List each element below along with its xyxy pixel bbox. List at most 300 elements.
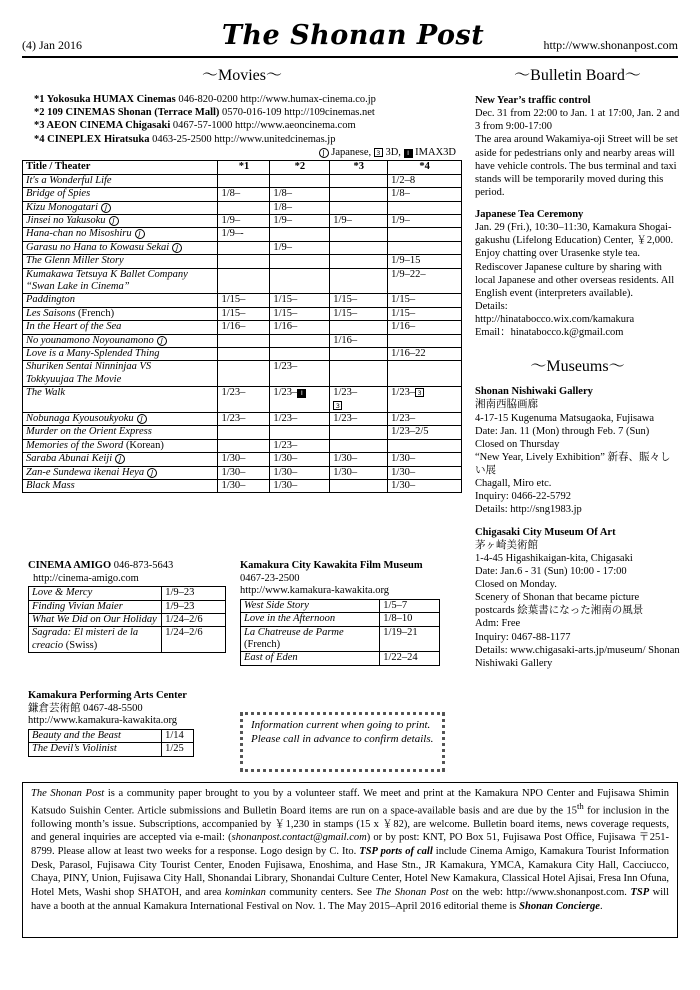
showing-date (388, 307, 462, 320)
kpac-box (28, 690, 228, 757)
website-link[interactable]: http://www.shonanpost.com (543, 38, 678, 52)
table-row (23, 241, 462, 254)
movie-title (23, 255, 218, 268)
showing-date (218, 268, 270, 294)
showing-date (218, 334, 270, 347)
showing-date (270, 439, 330, 452)
kpac-jp-name: 鎌倉芸術館 (28, 702, 81, 714)
kpac-name: Kamakura Performing Arts Center (28, 690, 187, 701)
showing-date (270, 241, 330, 254)
table-row (23, 413, 462, 426)
movie-title-text: The Walk (26, 387, 65, 399)
showing-date-text: 1/8– (391, 188, 410, 200)
movie-title (23, 347, 218, 360)
table-row (241, 652, 440, 665)
museum-body: 湘南西脇画廊 4-17-15 Kugenuma Matsugaoka, Fujisawa Date: Jan. 11 (Mon) through Feb. 7 (Sun) Closed on Thursday “New Year, Lively Exhibition” 新春、賑々しい展 Chagall, Miro etc. Inquiry: 0466-22-5792 Details: http://sng1983.jp (475, 399, 671, 516)
table-row (23, 347, 462, 360)
showing-date (270, 174, 330, 187)
table-row (241, 599, 440, 612)
right-column (475, 66, 680, 679)
showing-date (270, 255, 330, 268)
showing-date (218, 321, 270, 334)
showing-date (388, 439, 462, 452)
kawakita-table (240, 599, 440, 666)
cinema-info: 046-820-0200 http://www.humax-cinema.co.jp (175, 94, 376, 106)
cinema-code: *1 (34, 94, 45, 106)
showing-date-text: 1/30– (273, 453, 298, 465)
footer-paper-name: The Shonan Post (375, 886, 449, 898)
showing-date-text: 1/2–8 (391, 174, 416, 186)
showing-date (270, 453, 330, 466)
table-row (23, 387, 462, 413)
film-title (29, 743, 162, 756)
showing-date (330, 426, 388, 439)
cinema-code: *3 (34, 120, 45, 132)
showing-date (330, 214, 388, 227)
showing-date (218, 307, 270, 320)
film-title-text: West Side Story (244, 599, 309, 611)
showing-date (330, 361, 388, 387)
showing-date (270, 466, 330, 479)
movie-language: (French) (75, 307, 115, 319)
table-row (23, 361, 462, 387)
showing-date (270, 480, 330, 493)
footer-text: . (599, 900, 603, 912)
showing-date (388, 268, 462, 294)
showing-date (388, 426, 462, 439)
film-title (241, 626, 380, 652)
footer-text: ) or by post: KNT, PO Box 51, Fujisawa Post Office, Fujisawa 〒251-8799. Please allow at least two weeks for a response. Logo design by C. Ito. (31, 832, 669, 858)
movie-title (23, 361, 218, 387)
movie-title-text: Paddington (26, 294, 75, 306)
showing-date-text: 1/30– (221, 466, 246, 478)
showing-date (270, 294, 330, 307)
kpac-table (28, 729, 194, 757)
kpac-url[interactable]: http://www.kamakura-kawakita.org (28, 715, 177, 727)
table-row (23, 268, 462, 294)
film-title-text: The Devil’s Violinist (32, 743, 117, 755)
table-header-row (23, 161, 462, 174)
showing-date (270, 307, 330, 320)
film-title (241, 599, 380, 612)
showing-date (218, 174, 270, 187)
film-date: 1/14 (162, 729, 194, 742)
showing-date-text: 1/30– (221, 480, 246, 492)
movies-section (22, 66, 462, 493)
footer-text: is a community paper brought to you by a volunteer staff. We meet and print at the Kamakura NPO Center and Fujisawa Shimin Katsudo Suishin Center. Article submissions and Bulletin Board items are run on a space-available basis and are due by the 15 (31, 788, 670, 817)
movie-title (23, 321, 218, 334)
showing-date-text: 1/9–22– (391, 268, 426, 280)
movie-title-text: Saraba Abunai Keiji (26, 453, 113, 465)
showing-date (330, 201, 388, 214)
japanese-icon: J (109, 216, 119, 226)
movie-title (23, 228, 218, 241)
movie-title-text: No younamono Noyounamono (26, 334, 154, 346)
showing-date (388, 466, 462, 479)
showing-date (270, 413, 330, 426)
showing-date (388, 387, 462, 413)
footer-kominkan: kominkan (225, 886, 266, 898)
cinema-name: 109 CINEMAS Shonan (Terrace Mall) (47, 107, 220, 119)
showing-date-text: 1/23– (333, 413, 358, 424)
column-header: *1 (218, 161, 270, 174)
table-row (241, 626, 440, 652)
movie-title (23, 480, 218, 493)
showing-date (330, 268, 388, 294)
showing-date-text: 1/23– (273, 387, 298, 399)
table-row (23, 439, 462, 452)
showing-date (218, 228, 270, 241)
showing-date (330, 413, 388, 426)
movie-title-text: Love is a Many-Splended Thing (26, 347, 160, 359)
movie-title (23, 188, 218, 201)
showing-date-text: 1/9– (273, 241, 293, 253)
table-row (29, 587, 226, 600)
showing-date-text: 1/15– (391, 307, 416, 319)
showing-date (330, 439, 388, 452)
showing-date-text: 1/15– (273, 307, 298, 319)
showing-date (218, 413, 270, 426)
showing-date-text: 1/8– (273, 188, 293, 200)
footer-email[interactable]: shonanpost.contact@gmail.com (231, 832, 367, 844)
showing-date-text: 1/8– (273, 201, 293, 213)
movie-title-text: Shuriken Sentai Ninninjaa VS Tokkyuujaa The Movie (26, 361, 152, 385)
showing-date (218, 361, 270, 387)
showing-date (330, 294, 388, 307)
film-title (241, 613, 380, 626)
3d-icon: 3 (415, 388, 424, 397)
showing-date-text: 1/30– (273, 466, 298, 478)
cinema-name: AEON CINEMA Chigasaki (46, 120, 171, 132)
footer-tsp: TSP (630, 886, 650, 898)
film-title (29, 587, 162, 600)
column-header: Title / Theater (23, 161, 218, 174)
showing-date-text: 1/30– (273, 480, 298, 492)
table-row (23, 214, 462, 227)
footer-text: include Cinema Amigo, Kamakura Tourist Information Desk, Parasol, Fujisawa City Tourist Center, Enoden Fujisawa, Enoshima, and Hase Stn., JR Kamakura, YMCA, Kamakura City Hall, Cacciucco, Chaya, PINY, Union, Fujisawa City Hall, Shonandai Library, Shonandai Culture Center, Hotel New Kamakura, Classical Hotel Ajisai, Fresa Inn Ofuna, Hotel Mets, Washi shop SHATOH, and area (31, 846, 669, 898)
table-row (23, 453, 462, 466)
film-date: 1/22–24 (380, 652, 440, 665)
showing-date-text: 1/15– (333, 307, 358, 319)
cinema-info: 0463-25-2500 http://www.unitedcinemas.jp (149, 133, 336, 145)
showing-date-text: 1/15– (221, 307, 246, 319)
japanese-icon: J (172, 243, 182, 253)
japanese-icon: J (319, 148, 329, 158)
showing-date-text: 1/30– (391, 466, 416, 478)
movie-language: (Korean) (123, 439, 164, 451)
table-row (23, 255, 462, 268)
movie-title-text: Murder on the Orient Express (26, 426, 152, 438)
footer-ports-of-call: TSP ports of call (359, 846, 433, 858)
footer-paper-name: The Shonan Post (31, 788, 105, 799)
bulletin-heading: New Year’s traffic control (475, 95, 591, 106)
table-row (241, 613, 440, 626)
film-language: (Swiss) (63, 639, 98, 651)
movie-title-text: Bridge of Spies (26, 188, 91, 200)
movie-title (23, 294, 218, 307)
showing-date (330, 255, 388, 268)
showing-date (270, 188, 330, 201)
showing-date (388, 174, 462, 187)
table-row (29, 614, 226, 627)
kpac-phone: 0467-48-5500 (83, 702, 143, 714)
showing-date-text: 1/16– (391, 321, 416, 333)
showing-date (218, 214, 270, 227)
movie-title (23, 241, 218, 254)
cinema-entry (34, 119, 462, 132)
showing-date (270, 361, 330, 387)
showing-date (388, 228, 462, 241)
bulletin-body: Jan. 29 (Fri.), 10:30–11:30, Kamakura Shogai-gakushu (Lifelong Education) Center, ￥2,000. Enjoy chatting over Urasenke style tea. Rediscover Japanese culture by sharing with local Japanese and other overseas residents. All English event (interpreters available). Details: http://hinatabocco.wix.com/kamakura Email：hinatabocco.k@gmail.com (475, 222, 675, 339)
showing-date (330, 321, 388, 334)
showing-date-text: 1/16– (273, 321, 298, 333)
movie-title (23, 426, 218, 439)
cinema-entry (34, 106, 462, 119)
showing-date-text: 1/23– (391, 387, 416, 399)
showing-date (330, 188, 388, 201)
footer-theme: Shonan Concierge (519, 900, 600, 912)
table-row (23, 294, 462, 307)
showing-date-text: 1/15– (333, 294, 358, 306)
movie-title (23, 453, 218, 466)
footer-text: on the web: http://www.shonanpost.com. (448, 886, 631, 898)
format-legend (22, 147, 456, 160)
film-title-text: Love & Mercy (32, 587, 93, 599)
showing-date (388, 188, 462, 201)
cinema-amigo-url[interactable]: http://cinema-amigo.com (33, 572, 139, 584)
kawakita-name: Kamakura City Kawakita Film Museum (240, 560, 423, 571)
movie-title-text: Memories of the Sword (26, 439, 124, 451)
film-date: 1/25 (162, 743, 194, 756)
showing-date (218, 426, 270, 439)
showing-date (218, 480, 270, 493)
info-notice: Information current when going to print. Please call in advance to confirm details. (240, 712, 445, 772)
table-row (23, 201, 462, 214)
kawakita-box (240, 560, 462, 666)
film-title (29, 729, 162, 742)
movie-title (23, 201, 218, 214)
footer-text: for inclusion in the following month’s issue. Subscriptions, accompanied by ￥1,230 in stamps (15 x ￥82), are welcome. Bulletin board items, news coverage requests, and general inquiries are accepted via e-mail: ( (31, 805, 669, 844)
film-date: 1/24–2/6 (162, 614, 226, 627)
showing-date-text: 1/23– (273, 413, 298, 424)
showing-date (388, 294, 462, 307)
cinema-name: CINEPLEX Hiratsuka (47, 133, 150, 145)
showing-date-text: 1/15– (221, 294, 246, 306)
film-date: 1/8–10 (380, 613, 440, 626)
table-row (23, 334, 462, 347)
cinema-amigo-table (28, 586, 226, 653)
masthead-rule (22, 56, 678, 58)
about-footer (22, 782, 678, 938)
table-row (29, 743, 194, 756)
showing-date (330, 174, 388, 187)
film-title-text: East of Eden (244, 652, 298, 664)
movie-title (23, 334, 218, 347)
film-title-text: La Chatreuse de Parme (244, 626, 344, 638)
film-date: 1/9–23 (162, 600, 226, 613)
masthead (22, 14, 678, 54)
cinema-amigo-box (28, 560, 228, 653)
film-date: 1/24–2/6 (162, 627, 226, 653)
showing-date-text: 1/9– (333, 214, 352, 226)
movie-title-text: Nobunaga Kyousoukyoku (26, 413, 134, 424)
bulletin-item (475, 208, 680, 339)
movie-title-text: Kizu Monogatari (26, 201, 99, 213)
table-row (23, 466, 462, 479)
cinema-list (34, 93, 462, 146)
showing-date (388, 453, 462, 466)
film-title (241, 652, 380, 665)
showing-date (388, 255, 462, 268)
movie-title-text: Zan-e Sundewa ikenai Heya (26, 466, 145, 478)
showing-date (218, 255, 270, 268)
movies-title: ～Movies～ (201, 67, 282, 84)
3d-icon: 3 (333, 401, 342, 410)
legend-japanese: Japanese, (328, 146, 374, 158)
cinema-info: 0570-016-109 http://109cinemas.net (219, 107, 375, 119)
film-title-text: Finding Vivian Maier (32, 600, 123, 612)
column-header: *2 (270, 161, 330, 174)
footer-text: community centers. See (265, 886, 376, 898)
cinema-info: 0467-57-1000 http://www.aeoncinema.com (170, 120, 356, 132)
showing-date (330, 307, 388, 320)
showing-date (270, 347, 330, 360)
showing-date (270, 268, 330, 294)
showing-date (330, 453, 388, 466)
showing-date (330, 241, 388, 254)
bulletin-title: ～Bulletin Board～ (514, 67, 641, 84)
museum-body: 茅ヶ崎美術館 1-4-45 Higashikaigan-kita, Chigasaki Date: Jan.6 - 31 (Sun) 10:00 - 17:00 Closed on Monday. Scenery of Shonan that became picture postcards 絵葉書になった湘南の風景 Adm: Free Inquiry: 0467-88-1177 Details: www.chigasaki-arts.jp/museum/ Shonan Nishiwaki Gallery (475, 539, 680, 669)
showing-date (388, 321, 462, 334)
table-row (23, 228, 462, 241)
showing-date-text: 1/9–- (221, 228, 244, 240)
table-row (29, 600, 226, 613)
cinema-code: *2 (34, 107, 45, 119)
showing-date-text: 1/23– (273, 361, 298, 373)
table-row (29, 627, 226, 653)
bulletin-heading: Japanese Tea Ceremony (475, 209, 584, 220)
showing-date (270, 201, 330, 214)
showing-date (270, 334, 330, 347)
3d-icon: 3 (374, 148, 383, 157)
cinema-entry (34, 93, 462, 106)
showing-date (218, 201, 270, 214)
movie-title (23, 439, 218, 452)
table-row (23, 307, 462, 320)
footer-superscript: th (576, 800, 584, 811)
showing-date (388, 214, 462, 227)
showing-date-text: 1/16– (333, 334, 358, 346)
showing-date (270, 214, 330, 227)
film-date: 1/19–21 (380, 626, 440, 652)
showing-date (330, 387, 388, 413)
film-date: 1/9–23 (162, 587, 226, 600)
table-row (23, 480, 462, 493)
legend-imax: IMAX3D (412, 146, 456, 158)
museum-heading: Chigasaki City Museum Of Art (475, 526, 616, 538)
japanese-icon: J (135, 229, 145, 239)
movie-title-text: Kumakawa Tetsuya K Ballet Company “Swan Lake in Cinema” (26, 268, 188, 292)
showing-date (218, 387, 270, 413)
showing-date-text: 1/9– (391, 214, 410, 226)
imax-icon: I (404, 149, 413, 158)
japanese-icon: J (115, 454, 125, 464)
museums-title: ～Museums～ (530, 358, 625, 376)
showing-date (270, 426, 330, 439)
film-title (29, 600, 162, 613)
movie-title-text: In the Heart of the Sea (26, 321, 122, 333)
showing-date (218, 466, 270, 479)
film-title (29, 614, 162, 627)
showing-date-text: 1/30– (391, 480, 416, 492)
showing-date (330, 480, 388, 493)
movie-title (23, 268, 218, 294)
showing-date (218, 241, 270, 254)
movie-title-text: Garasu no Hana to Kowasu Sekai (26, 241, 170, 253)
movie-title (23, 413, 218, 426)
japanese-icon: J (147, 468, 157, 478)
showing-date (218, 453, 270, 466)
showing-date (388, 241, 462, 254)
showing-date (388, 334, 462, 347)
table-row (23, 321, 462, 334)
movie-title (23, 466, 218, 479)
showing-date-text: 1/23– (391, 413, 416, 424)
showing-date (388, 480, 462, 493)
kawakita-phone: 0467-23-2500 (240, 572, 300, 584)
showing-date (388, 201, 462, 214)
table-row (23, 426, 462, 439)
showing-date-text: 1/30– (333, 466, 358, 478)
movie-title-text: It's a Wonderful Life (26, 174, 112, 186)
showing-date-text: 1/15– (273, 294, 298, 306)
film-title-text: What We Did on Our Holiday (32, 614, 157, 625)
bulletin-body: Dec. 31 from 22:00 to Jan. 1 at 17:00, Jan. 2 and 3 from 9:00-17:00 The area around Wakamiya-oji Street will be set aside for pedestrians only and nearby areas will have vehicle controls. The bus terminal and taxi stands will be temporarily moved during this period. (475, 108, 680, 198)
movie-title-text: The Glenn Miller Story (26, 255, 124, 267)
newspaper-title: The Shonan Post (221, 20, 485, 51)
imax-icon: I (297, 389, 306, 398)
museum-heading: Shonan Nishiwaki Gallery (475, 386, 593, 398)
cinema-name: Yokosuka HUMAX Cinemas (46, 94, 176, 106)
film-language: (French) (244, 639, 281, 650)
japanese-icon: J (137, 414, 147, 424)
showing-date-text: 1/9– (273, 214, 293, 226)
showing-date-text: 1/23– (333, 387, 358, 399)
table-row (23, 174, 462, 187)
table-row (23, 188, 462, 201)
movie-title (23, 174, 218, 187)
film-title-text: Beauty and the Beast (32, 729, 121, 741)
footer-text: will have a booth at the annual Kamakura International Festival on Nov. 1. The May 2015–April 2016 editorial theme is (31, 886, 670, 912)
showing-date (270, 321, 330, 334)
kawakita-url[interactable]: http://www.kamakura-kawakita.org (240, 585, 389, 597)
bulletin-item (475, 94, 680, 199)
showing-date-text: 1/16–22 (391, 347, 426, 359)
showing-date (388, 361, 462, 387)
showing-date (388, 347, 462, 360)
cinema-code: *4 (34, 133, 45, 145)
movie-title-text: Hana-chan no Misoshiru (26, 228, 132, 240)
showing-date-text: 1/9–15 (391, 255, 421, 267)
japanese-icon: J (157, 336, 167, 346)
cinema-amigo-phone: 046-873-5643 (111, 560, 174, 571)
movie-title-text: Jinsei no Yakusoku (26, 214, 106, 226)
film-date: 1/5–7 (380, 599, 440, 612)
column-header: *3 (330, 161, 388, 174)
museum-item (475, 385, 680, 516)
showing-date (330, 334, 388, 347)
showing-date-text: 1/30– (221, 453, 246, 465)
